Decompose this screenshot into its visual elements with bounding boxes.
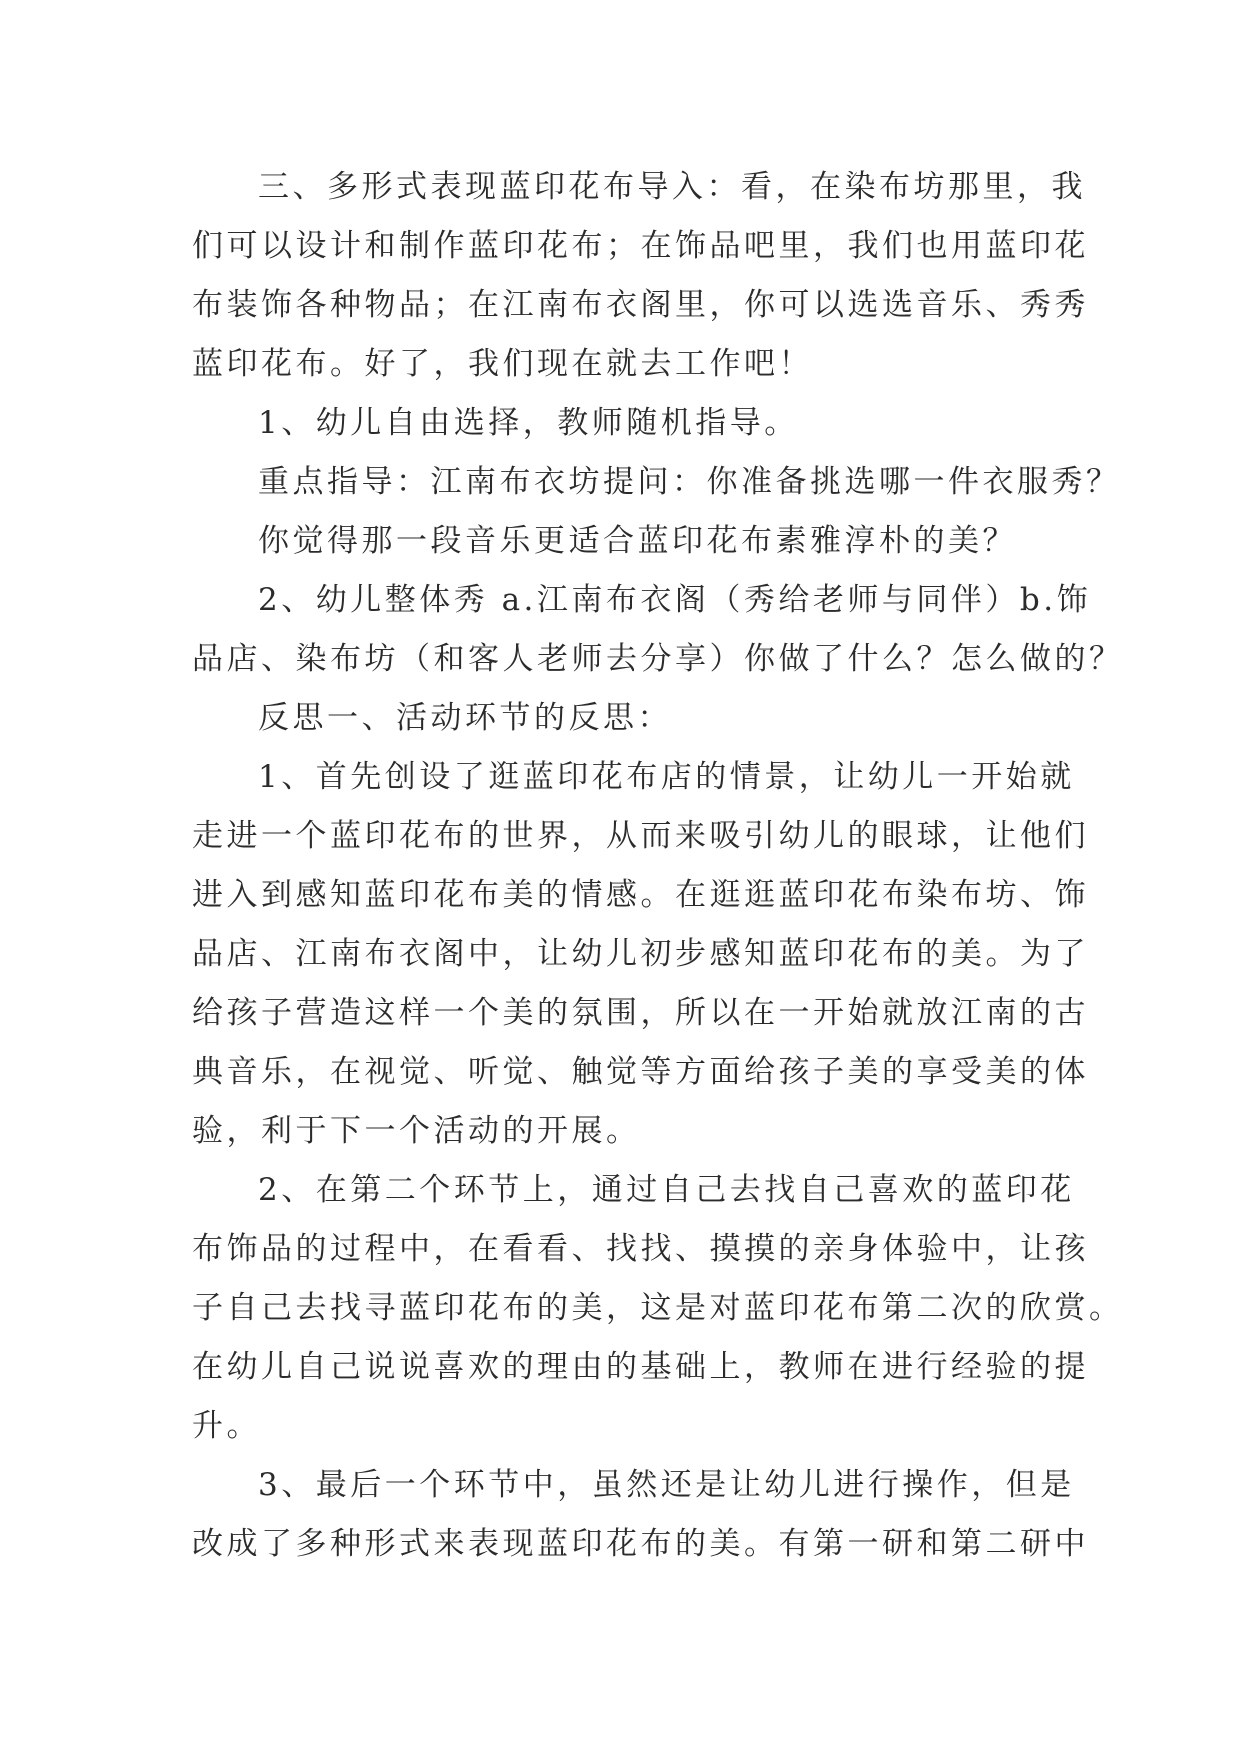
paragraph-reflection-2 xyxy=(192,1161,1124,1456)
text-line: 品店、染布坊（和客人老师去分享）你做了什么？怎么做的？ xyxy=(192,641,1124,677)
paragraph-music-question xyxy=(192,512,1052,571)
text-line: 2、幼儿整体秀 a.江南布衣阁（秀给老师与同伴）b.饰 xyxy=(258,582,1092,618)
text-line: 2、在第二个环节上，通过自己去找自己喜欢的蓝印花 xyxy=(258,1172,1075,1208)
paragraph-reflection-heading xyxy=(192,689,1052,748)
text-line: 1、首先创设了逛蓝印花布店的情景，让幼儿一开始就 xyxy=(258,759,1075,795)
text-line: 验，利于下一个活动的开展。 xyxy=(192,1113,641,1149)
text-line: 3、最后一个环节中，虽然还是让幼儿进行操作，但是 xyxy=(258,1467,1075,1503)
text-line: 给孩子营造这样一个美的氛围，所以在一开始就放江南的古 xyxy=(192,995,1089,1031)
text-line: 品店、江南布衣阁中，让幼儿初步感知蓝印花布的美。为了 xyxy=(192,936,1089,972)
text-line: 进入到感知蓝印花布美的情感。在逛逛蓝印花布染布坊、饰 xyxy=(192,877,1089,913)
text-line: 典音乐，在视觉、听觉、触觉等方面给孩子美的享受美的体 xyxy=(192,1054,1089,1090)
paragraph-item-1 xyxy=(192,394,1052,453)
document-body xyxy=(192,158,1124,1574)
text-line: 蓝印花布。好了，我们现在就去工作吧！ xyxy=(192,346,813,382)
paragraph-key-guidance xyxy=(192,453,1121,512)
paragraph-item-2 xyxy=(192,571,1124,689)
paragraph-reflection-1 xyxy=(192,748,1089,1161)
text-line: 布装饰各种物品；在江南布衣阁里，你可以选选音乐、秀秀 xyxy=(192,287,1089,323)
text-line: 反思一、活动环节的反思： xyxy=(258,700,672,736)
text-line: 改成了多种形式来表现蓝印花布的美。有第一研和第二研中 xyxy=(192,1526,1089,1562)
text-line: 子自己去找寻蓝印花布的美，这是对蓝印花布第二次的欣赏。 xyxy=(192,1290,1124,1326)
text-line: 升。 xyxy=(192,1408,261,1444)
text-line: 走进一个蓝印花布的世界，从而来吸引幼儿的眼球，让他们 xyxy=(192,818,1089,854)
text-line: 在幼儿自己说说喜欢的理由的基础上，教师在进行经验的提 xyxy=(192,1349,1089,1385)
paragraph-reflection-3 xyxy=(192,1456,1089,1574)
text-line: 们可以设计和制作蓝印花布；在饰品吧里，我们也用蓝印花 xyxy=(192,228,1089,264)
text-line: 1、幼儿自由选择，教师随机指导。 xyxy=(258,405,799,441)
text-line: 三、多形式表现蓝印花布导入：看，在染布坊那里，我 xyxy=(258,169,1086,205)
text-line: 重点指导：江南布衣坊提问：你准备挑选哪一件衣服秀？ xyxy=(258,464,1121,500)
paragraph-section-three xyxy=(192,158,1089,394)
text-line: 布饰品的过程中，在看看、找找、摸摸的亲身体验中，让孩 xyxy=(192,1231,1089,1267)
text-line: 你觉得那一段音乐更适合蓝印花布素雅淳朴的美？ xyxy=(258,523,1017,559)
